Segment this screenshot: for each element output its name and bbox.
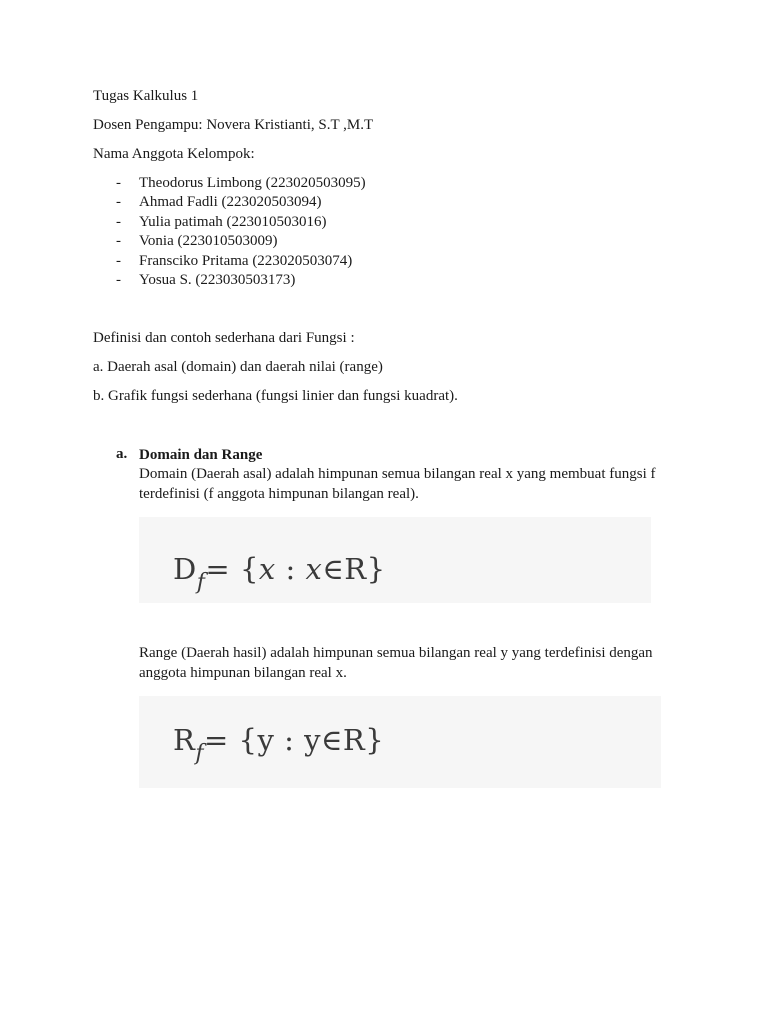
list-item [116, 213, 366, 232]
document-title: Tugas Kalkulus 1 [93, 88, 199, 104]
list-bullet: - [116, 272, 121, 289]
formula-operator: ∈R} [320, 723, 385, 757]
list-item [116, 193, 366, 212]
list-bullet: - [116, 213, 121, 230]
member-name: Vonia (223010503009) [139, 233, 278, 250]
list-bullet: - [116, 194, 121, 211]
member-name: Fransciko Pritama (223020503074) [139, 252, 353, 269]
formula-subscript: f [195, 741, 204, 766]
members-label: Nama Anggota Kelompok: [93, 146, 255, 162]
formula-operator: : [275, 552, 306, 586]
formula-variable: y [304, 723, 321, 757]
formula-operator: : [274, 723, 305, 757]
formula-variable: y [257, 723, 275, 757]
member-list [116, 174, 366, 290]
formula-operator: = { [204, 723, 258, 757]
formula-symbol: D [173, 552, 197, 586]
formula-variable: x [258, 552, 276, 586]
intro-item-b: b. Grafik fungsi sederhana (fungsi linier dan fungsi kuadrat). [93, 388, 458, 404]
member-name: Yosua S. (223030503173) [139, 272, 296, 289]
formula-variable: x [305, 552, 323, 586]
list-item [116, 252, 366, 271]
list-bullet: - [116, 233, 121, 250]
section-heading: Domain dan Range [139, 447, 263, 463]
intro-item-a: a. Daerah asal (domain) dan daerah nilai (range) [93, 359, 383, 375]
definition-line: Definisi dan contoh sederhana dari Fungsi : [93, 330, 355, 346]
section-label: a. [116, 446, 128, 462]
member-name: Ahmad Fadli (223020503094) [139, 194, 322, 211]
range-formula [173, 723, 385, 766]
list-item [116, 232, 366, 251]
member-name: Theodorus Limbong (223020503095) [139, 175, 366, 191]
domain-formula [173, 552, 386, 595]
list-bullet: - [116, 252, 121, 269]
formula-symbol: R [173, 723, 196, 757]
range-formula-image [139, 696, 661, 788]
formula-operator: ∈R} [322, 552, 386, 586]
formula-operator: = { [205, 552, 259, 586]
list-item [116, 271, 366, 290]
formula-subscript: f [196, 570, 206, 595]
domain-paragraph: Domain (Daerah asal) adalah himpunan semua bilangan real x yang membuat fungsi f terdefinisi (f anggota himpunan bilangan real). [139, 466, 656, 502]
list-bullet: - [116, 175, 121, 191]
lecturer-line: Dosen Pengampu: Novera Kristianti, S.T ,M.T [93, 117, 374, 133]
domain-formula-image [139, 517, 651, 603]
list-item [116, 174, 366, 193]
range-paragraph: Range (Daerah hasil) adalah himpunan semua bilangan real y yang terdefinisi dengan anggota himpunan bilangan real x. [139, 645, 653, 681]
member-name: Yulia patimah (223010503016) [139, 213, 327, 230]
